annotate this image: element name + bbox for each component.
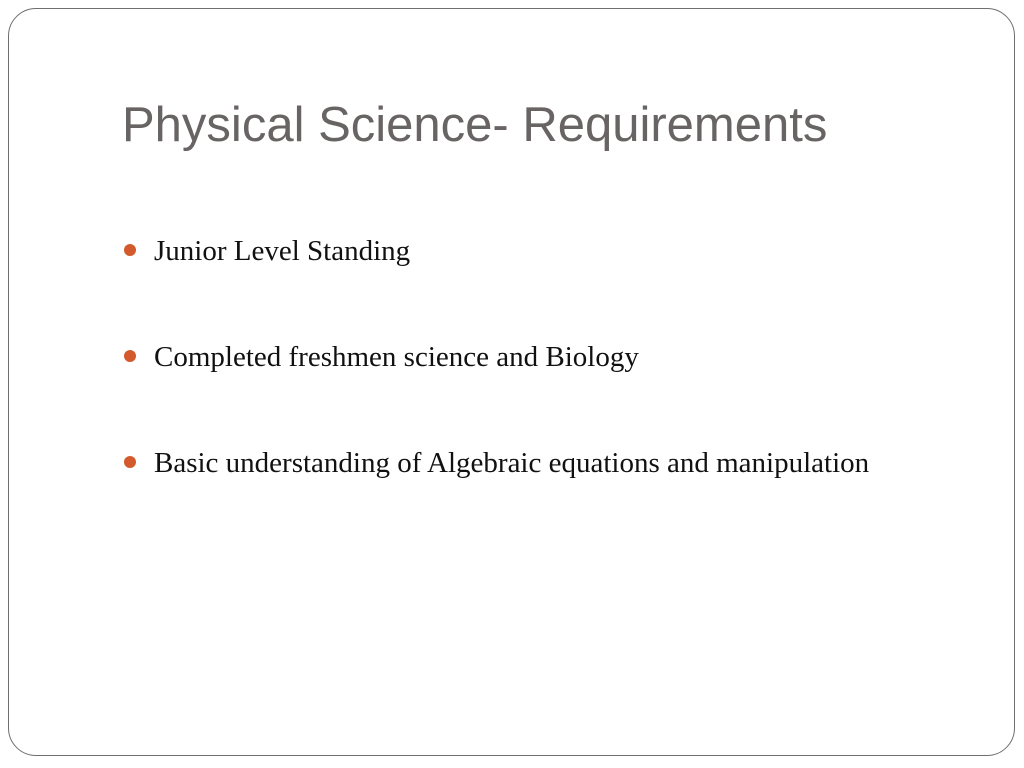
bullet-text: Completed freshmen science and Biology [154,341,639,373]
bullet-text: Junior Level Standing [154,235,411,267]
bullet-item [123,231,869,337]
bullet-text: Basic understanding of Algebraic equations and manipulation [154,447,870,479]
bullet-item [123,443,869,549]
slide-frame [8,8,1015,756]
bullet-dot-icon [124,456,136,468]
bullet-dot-icon [124,350,136,362]
slide-title: Physical Science- Requirements [122,98,828,152]
bullet-item [123,337,869,443]
bullet-dot-icon [124,244,136,256]
bullet-list [123,231,869,549]
